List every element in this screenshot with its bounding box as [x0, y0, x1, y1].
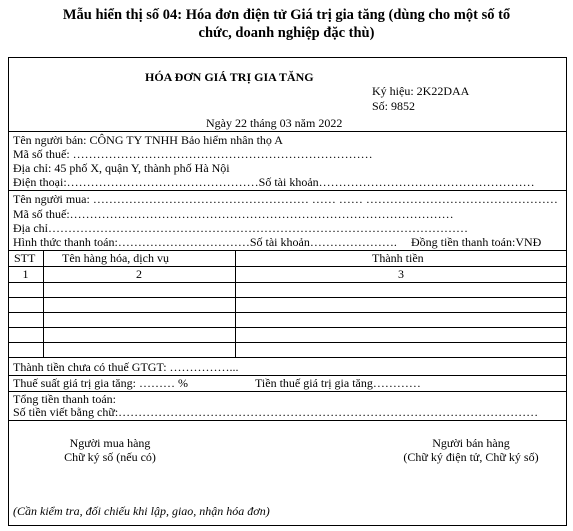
summary-vat-rate: Thuế suất giá trị gia tăng: ……… % — [13, 376, 188, 390]
table-row — [8, 282, 567, 283]
divider-seller — [8, 190, 567, 191]
divider-summary — [8, 420, 567, 421]
seller-signature-title: Người bán hàng — [432, 436, 510, 450]
table-row — [8, 312, 567, 313]
buyer-signature-title: Người mua hàng — [69, 436, 151, 450]
seller-signature-sub: (Chữ ký điện tử, Chữ ký số) — [403, 450, 539, 464]
table-index-stt: 1 — [22, 267, 29, 281]
table-bottom-border — [8, 357, 567, 358]
footer-note: (Cần kiểm tra, đối chiếu khi lập, giao, nhận hóa đơn) — [13, 504, 270, 518]
invoice-number: Số: 9852 — [372, 99, 416, 113]
seller-name: Tên người bán: CÔNG TY TNHH Bảo hiểm nhân thọ A — [13, 133, 283, 147]
invoice-symbol: Ký hiệu: 2K22DAA — [372, 84, 470, 98]
table-row — [8, 297, 567, 298]
heading-line-1: Mẫu hiển thị số 04: Hóa đơn điện tử Giá trị gia tăng (dùng cho một số tổ — [62, 7, 511, 23]
heading-line-2: chức, doanh nghiệp đặc thù) — [198, 25, 375, 41]
buyer-signature-sub: Chữ ký số (nếu có) — [64, 450, 156, 464]
summary-subtotal: Thành tiền chưa có thuế GTGT: ……………... — [13, 360, 239, 374]
table-column-divider — [43, 250, 44, 357]
summary-total: Tổng tiền thanh toán: — [13, 392, 116, 406]
table-index-goods: 2 — [136, 267, 142, 281]
seller-phone: Điện thoại:…………………………………………Số tài khoản……………………………………………… — [13, 175, 535, 189]
table-header-amount: Thành tiền — [372, 251, 424, 265]
document-heading — [0, 6, 573, 42]
table-header-divider — [8, 266, 567, 267]
buyer-tax-code: Mã số thuế:…………………………………………………………………………………… — [13, 207, 454, 221]
table-index-amount: 3 — [398, 267, 404, 281]
seller-tax-code: Mã số thuế: ………………………………………………………………… — [13, 147, 373, 161]
divider-header — [8, 131, 567, 132]
buyer-name: Tên người mua: ……………………………………………… …… …… ………………………………………… — [13, 192, 558, 206]
table-column-divider — [235, 250, 236, 357]
summary-vat-amount: Tiền thuế giá trị gia tăng………… — [255, 376, 421, 390]
seller-address: Địa chỉ: 45 phố X, quận Y, thành phố Hà Nội — [13, 161, 230, 175]
invoice-date: Ngày 22 tháng 03 năm 2022 — [206, 116, 343, 130]
buyer-currency: Đồng tiền thanh toán:VNĐ — [411, 235, 542, 249]
summary-in-words: Số tiền viết bằng chữ:…………………………………………………………………………………………… — [13, 405, 539, 419]
invoice-title: HÓA ĐƠN GIÁ TRỊ GIA TĂNG — [145, 70, 314, 84]
buyer-payment: Hình thức thanh toán:……………………………Số tài khoản…………………. — [13, 235, 397, 249]
table-header-stt: STT — [14, 251, 36, 265]
table-row — [8, 342, 567, 343]
table-header-goods: Tên hàng hóa, dịch vụ — [62, 251, 169, 265]
table-row — [8, 327, 567, 328]
buyer-address: Địa chỉ…………………………………………………………………………………………… — [13, 221, 468, 235]
